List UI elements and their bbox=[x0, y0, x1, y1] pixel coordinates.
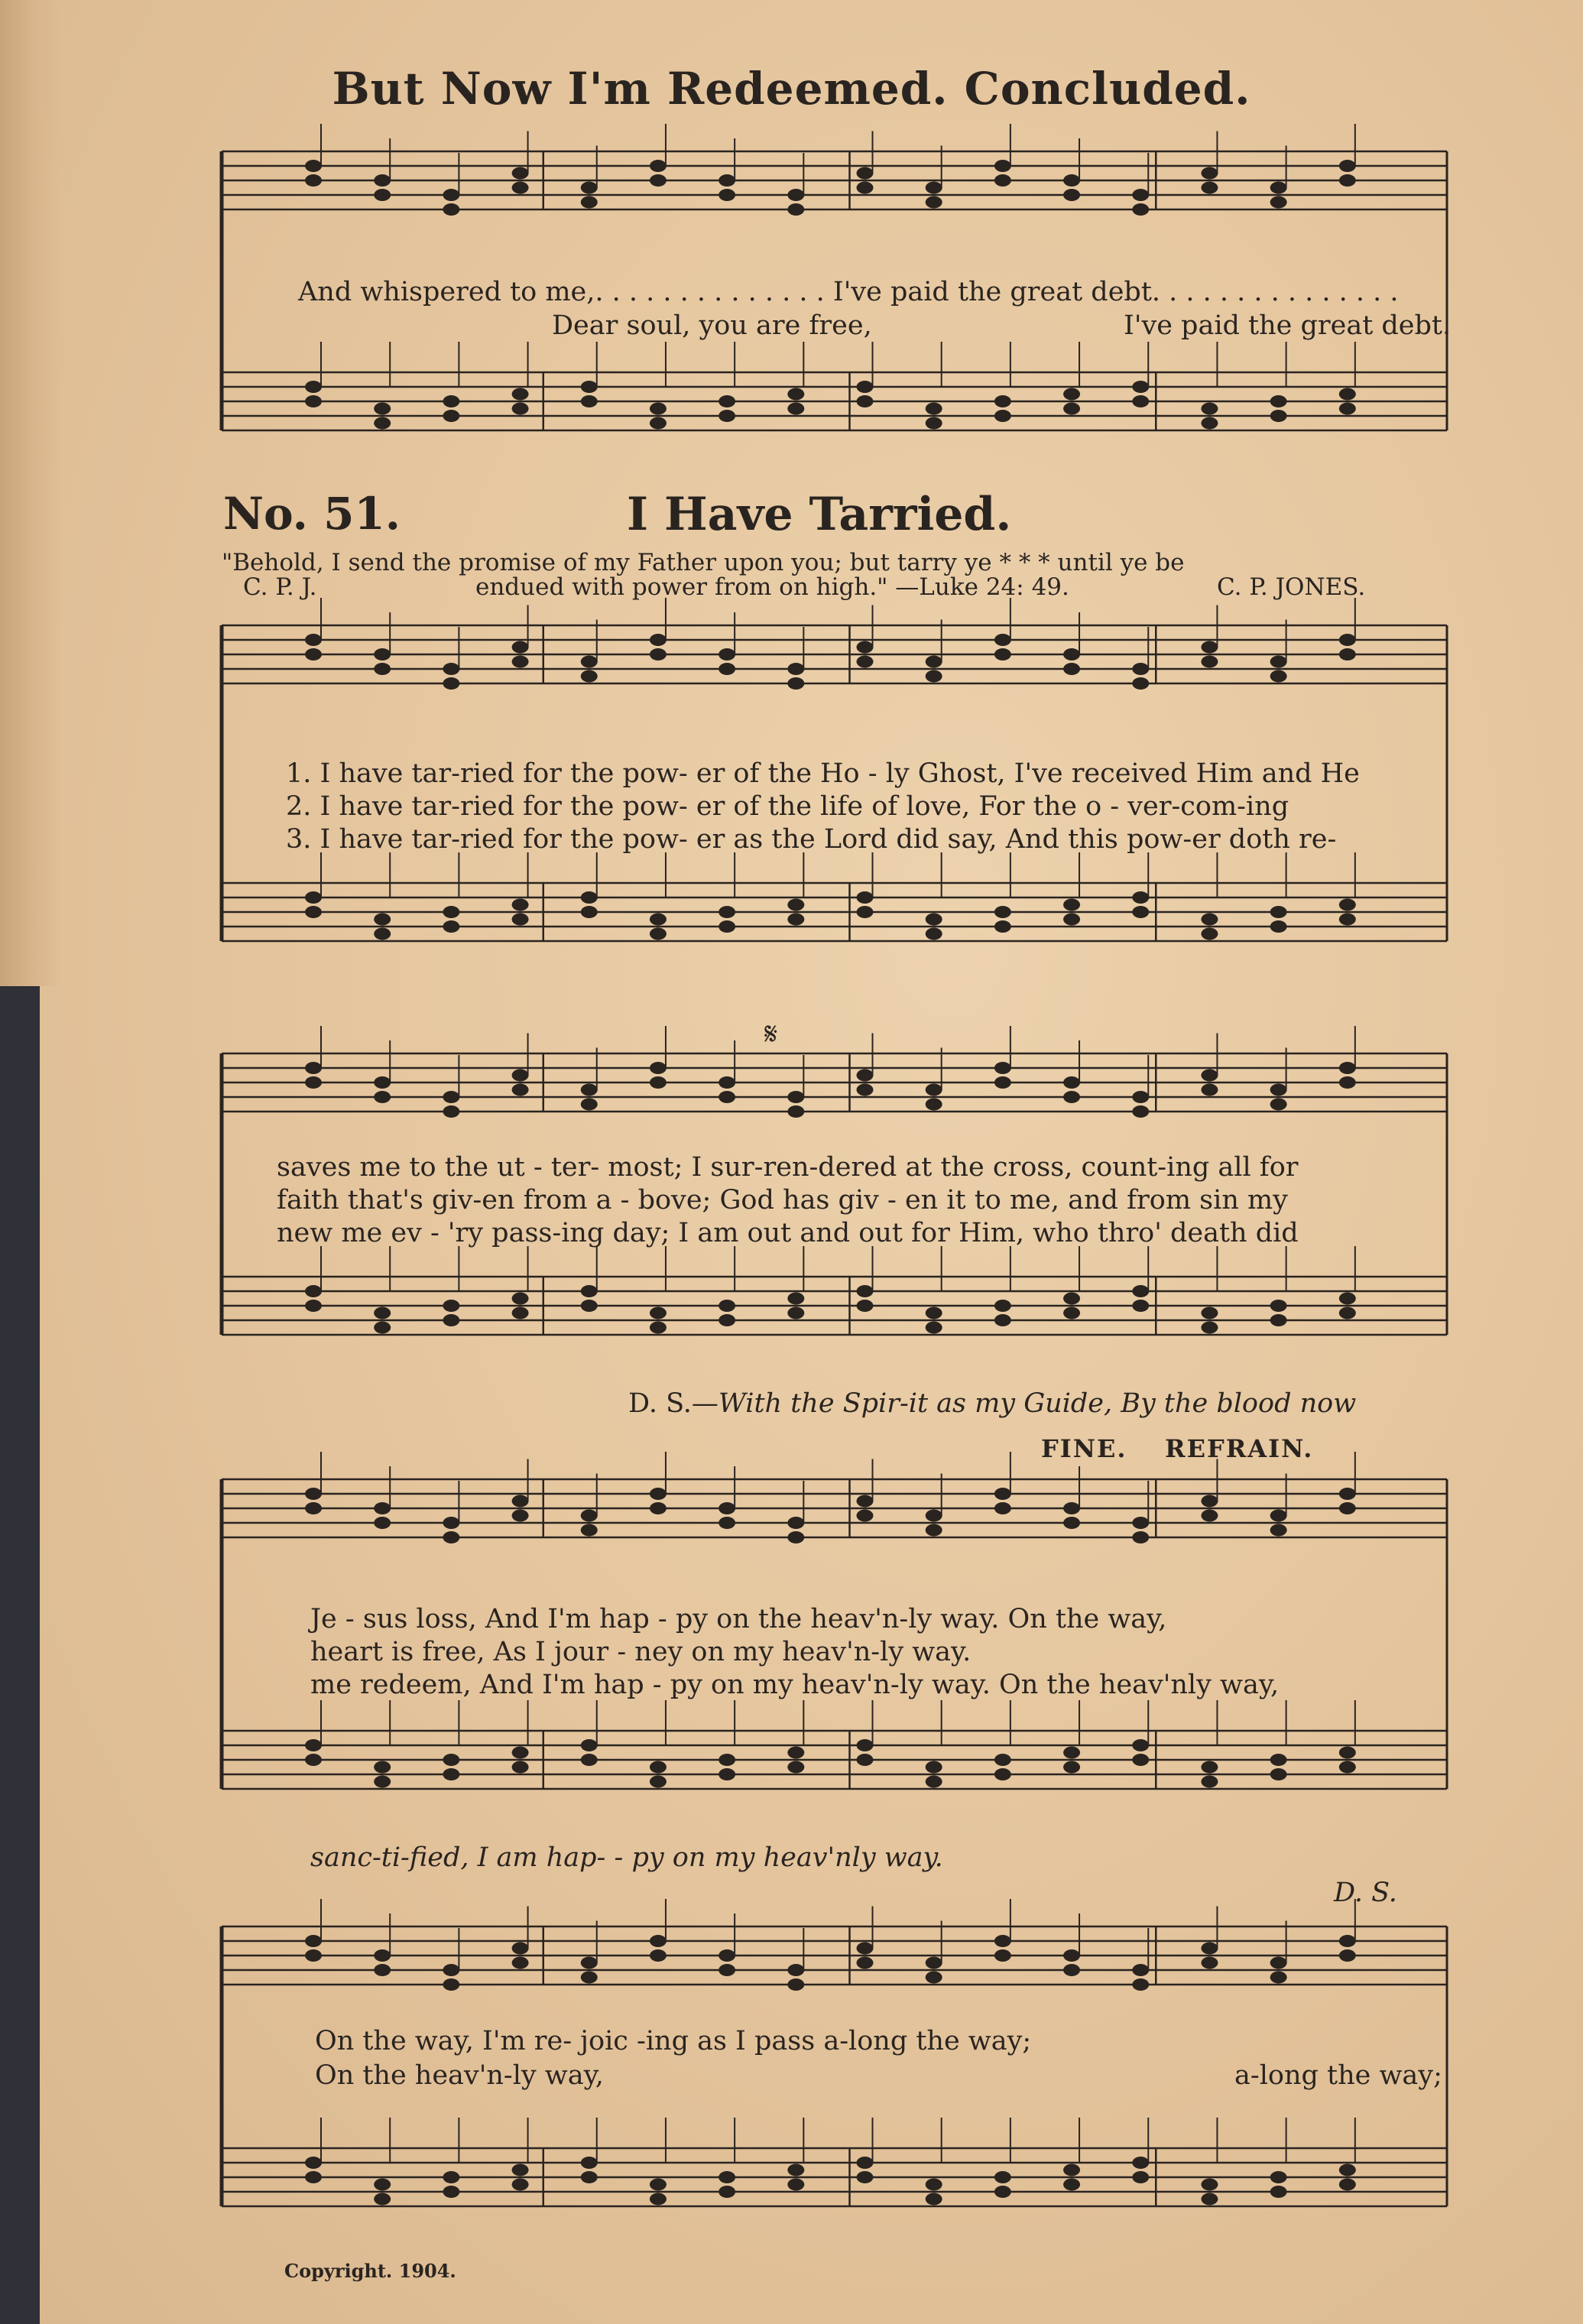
ds-continuation: sanc-ti-fied, I am hap- - py on my heav'nly way. bbox=[310, 1842, 943, 1873]
system3-verse3: me redeem, And I'm hap - py on my heav'n-ly way. On the heav'nly way, bbox=[310, 1670, 1280, 1700]
ds-label bbox=[628, 1388, 1356, 1419]
page-title: But Now I'm Redeemed. Concluded. bbox=[332, 63, 1251, 115]
scripture-quote-line1: "Behold, I send the promise of my Father upon you; but tarry ye * * * until ye be bbox=[222, 549, 1185, 576]
system3-verse2: heart is free, As I jour - ney on my heav'n-ly way. bbox=[310, 1637, 972, 1667]
system4-line1: On the way, I'm re- joic -ing as I pass a-long the way; bbox=[315, 2026, 1032, 2056]
system1-verse3: 3. I have tar-ried for the pow- er as the Lord did say, And this pow-er doth re- bbox=[286, 824, 1337, 855]
system2-verse2: faith that's giv-en from a - bove; God has giv - en it to me, and from sin my bbox=[277, 1185, 1288, 1216]
song-title: I Have Tarried. bbox=[627, 488, 1012, 541]
system1-verse2: 2. I have tar-ried for the pow- er of the life of love, For the o - ver-com-ing bbox=[286, 791, 1289, 822]
composer-name: C. P. JONES. bbox=[1217, 573, 1366, 601]
system2-verse1: saves me to the ut - ter- most; I sur-ren-dered at the cross, count-ing all for bbox=[277, 1152, 1299, 1183]
system1-verse1: 1. I have tar-ried for the pow- er of the Ho - ly Ghost, I've received Him and He bbox=[286, 758, 1360, 789]
ds-text: With the Spir-it as my Guide, By the blood now bbox=[718, 1388, 1357, 1419]
song-number: No. 51. bbox=[223, 488, 401, 540]
copyright-notice: Copyright. 1904. bbox=[284, 2260, 456, 2282]
system2-verse3: new me ev - 'ry pass-ing day; I am out and out for Him, who thro' death did bbox=[277, 1218, 1299, 1248]
system3-verse1: Je - sus loss, And I'm hap - py on the heav'n-ly way. On the way, bbox=[310, 1604, 1167, 1634]
system4-line2-left: On the heav'n-ly way, bbox=[315, 2060, 604, 2091]
scripture-quote-line2: endued with power from on high." —Luke 24: 49. bbox=[475, 573, 1069, 601]
ds-prefix: D. S.— bbox=[628, 1388, 719, 1419]
lyricist-initials: C. P. J. bbox=[243, 573, 317, 601]
prev-song-lyric-line1: And whispered to me,. . . . . . . . . . . . . . I've paid the great debt. . . . . . . . . . . . . . . bbox=[298, 277, 1399, 307]
system4-line2-right: a-long the way; bbox=[1234, 2060, 1442, 2091]
refrain-mark: REFRAIN. bbox=[1165, 1434, 1314, 1463]
prev-song-lyric-line2-right: I've paid the great debt. bbox=[1124, 310, 1452, 341]
ds-mark: D. S. bbox=[1334, 1878, 1397, 1908]
segno-sign: 𝄋 bbox=[764, 1017, 778, 1052]
prev-song-lyric-line2-left: Dear soul, you are free, bbox=[552, 310, 872, 341]
fine-mark: FINE. bbox=[1041, 1434, 1127, 1463]
